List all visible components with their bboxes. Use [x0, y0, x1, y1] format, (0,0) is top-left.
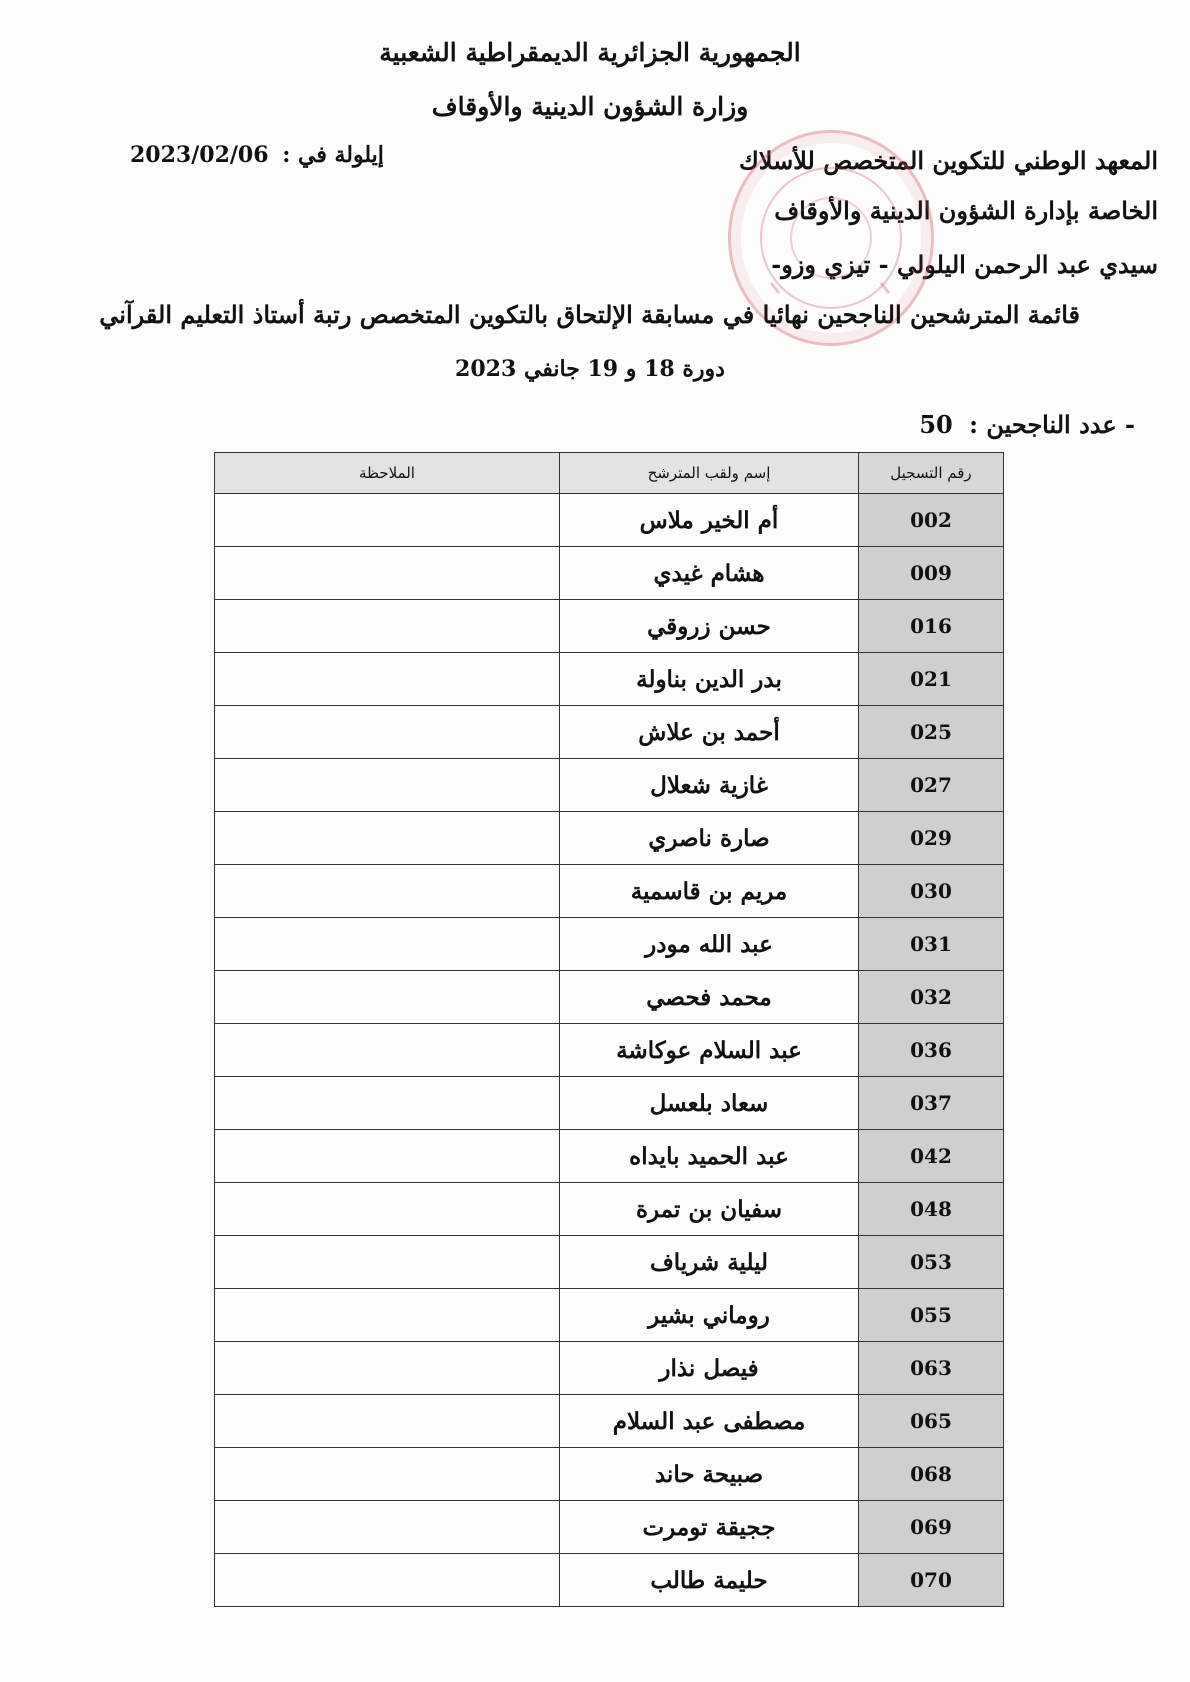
registration-number: 025 [859, 706, 1004, 759]
note-cell [215, 1342, 560, 1395]
candidate-name: مريم بن قاسمية [560, 865, 859, 918]
candidate-name: حسن زروقي [560, 600, 859, 653]
note-cell [215, 653, 560, 706]
note-cell [215, 971, 560, 1024]
count-label: - عدد الناجحين : [969, 410, 1135, 439]
document-date: 2023/02/06 [130, 142, 269, 168]
table-row [215, 600, 1004, 653]
candidate-name: صبيحة حاند [560, 1448, 859, 1501]
note-cell [215, 1183, 560, 1236]
note-cell [215, 1395, 560, 1448]
table-row [215, 1024, 1004, 1077]
session-line: دورة 18 و 19 جانفي 2023 [455, 356, 725, 382]
republic-heading: الجمهورية الجزائرية الديمقراطية الشعبية [379, 38, 801, 67]
header-candidate-name: إسم ولقب المترشح [560, 453, 859, 494]
candidate-name: عبد الله مودر [560, 918, 859, 971]
table-row [215, 494, 1004, 547]
table-row [215, 1448, 1004, 1501]
document-title: قائمة المترشحين الناجحين نهائيا في مسابقة الإلتحاق بالتكوين المتخصص رتبة أستاذ التعليم القرآني [99, 300, 1080, 329]
registration-number: 042 [859, 1130, 1004, 1183]
candidate-name: أحمد بن علاش [560, 706, 859, 759]
candidate-name: ججيقة تومرت [560, 1501, 859, 1554]
note-cell [215, 1289, 560, 1342]
candidate-name: حليمة طالب [560, 1554, 859, 1607]
registration-number: 070 [859, 1554, 1004, 1607]
registration-number: 032 [859, 971, 1004, 1024]
candidates-table [214, 452, 1004, 1607]
registration-number: 021 [859, 653, 1004, 706]
table-row [215, 759, 1004, 812]
note-cell [215, 1501, 560, 1554]
candidate-name: عبد الحميد بايداه [560, 1130, 859, 1183]
candidate-name: عبد السلام عوكاشة [560, 1024, 859, 1077]
table-row [215, 812, 1004, 865]
candidate-name: بدر الدين بناولة [560, 653, 859, 706]
note-cell [215, 759, 560, 812]
successful-count [919, 410, 1135, 439]
table-body [215, 494, 1004, 1607]
note-cell [215, 1554, 560, 1607]
registration-number: 009 [859, 547, 1004, 600]
registration-number: 068 [859, 1448, 1004, 1501]
registration-number: 065 [859, 1395, 1004, 1448]
table-row [215, 1077, 1004, 1130]
candidate-name: أم الخير ملاس [560, 494, 859, 547]
registration-number: 048 [859, 1183, 1004, 1236]
registration-number: 069 [859, 1501, 1004, 1554]
table-header-row [215, 453, 1004, 494]
candidate-name: سفيان بن تمرة [560, 1183, 859, 1236]
table-row [215, 918, 1004, 971]
table-row [215, 1183, 1004, 1236]
header-note: الملاحظة [215, 453, 560, 494]
candidate-name: سعاد بلعسل [560, 1077, 859, 1130]
registration-number: 030 [859, 865, 1004, 918]
institute-line-2: الخاصة بإدارة الشؤون الدينية والأوقاف [774, 196, 1158, 225]
note-cell [215, 547, 560, 600]
note-cell [215, 1077, 560, 1130]
note-cell [215, 1448, 560, 1501]
registration-number: 055 [859, 1289, 1004, 1342]
candidate-name: هشام غيدي [560, 547, 859, 600]
place-label: إيلولة في : [282, 142, 384, 168]
table-row [215, 865, 1004, 918]
registration-number: 053 [859, 1236, 1004, 1289]
note-cell [215, 706, 560, 759]
registration-number: 037 [859, 1077, 1004, 1130]
candidate-name: روماني بشير [560, 1289, 859, 1342]
candidate-name: محمد فحصي [560, 971, 859, 1024]
table-row [215, 1395, 1004, 1448]
header-registration-number: رقم التسجيل [859, 453, 1004, 494]
date-line [130, 142, 384, 168]
ministry-heading: وزارة الشؤون الدينية والأوقاف [431, 92, 749, 121]
registration-number: 031 [859, 918, 1004, 971]
note-cell [215, 812, 560, 865]
institute-line-1: المعهد الوطني للتكوين المتخصص للأسلاك [739, 146, 1158, 175]
table-row [215, 971, 1004, 1024]
table-row [215, 706, 1004, 759]
registration-number: 016 [859, 600, 1004, 653]
registration-number: 063 [859, 1342, 1004, 1395]
candidate-name: فيصل نذار [560, 1342, 859, 1395]
count-value: 50 [919, 410, 953, 439]
table-row [215, 1236, 1004, 1289]
table-row [215, 1130, 1004, 1183]
table-row [215, 1342, 1004, 1395]
candidate-name: مصطفى عبد السلام [560, 1395, 859, 1448]
table-row [215, 1501, 1004, 1554]
note-cell [215, 494, 560, 547]
note-cell [215, 1130, 560, 1183]
registration-number: 027 [859, 759, 1004, 812]
table-row [215, 1289, 1004, 1342]
registration-number: 036 [859, 1024, 1004, 1077]
note-cell [215, 918, 560, 971]
note-cell [215, 1024, 560, 1077]
institute-line-3: سيدي عبد الرحمن اليلولي - تيزي وزو- [771, 250, 1158, 279]
note-cell [215, 600, 560, 653]
table-row [215, 547, 1004, 600]
candidate-name: غازية شعلال [560, 759, 859, 812]
registration-number: 002 [859, 494, 1004, 547]
candidate-name: صارة ناصري [560, 812, 859, 865]
table-row [215, 1554, 1004, 1607]
table-row [215, 653, 1004, 706]
registration-number: 029 [859, 812, 1004, 865]
note-cell [215, 1236, 560, 1289]
candidate-name: ليلية شرياف [560, 1236, 859, 1289]
note-cell [215, 865, 560, 918]
